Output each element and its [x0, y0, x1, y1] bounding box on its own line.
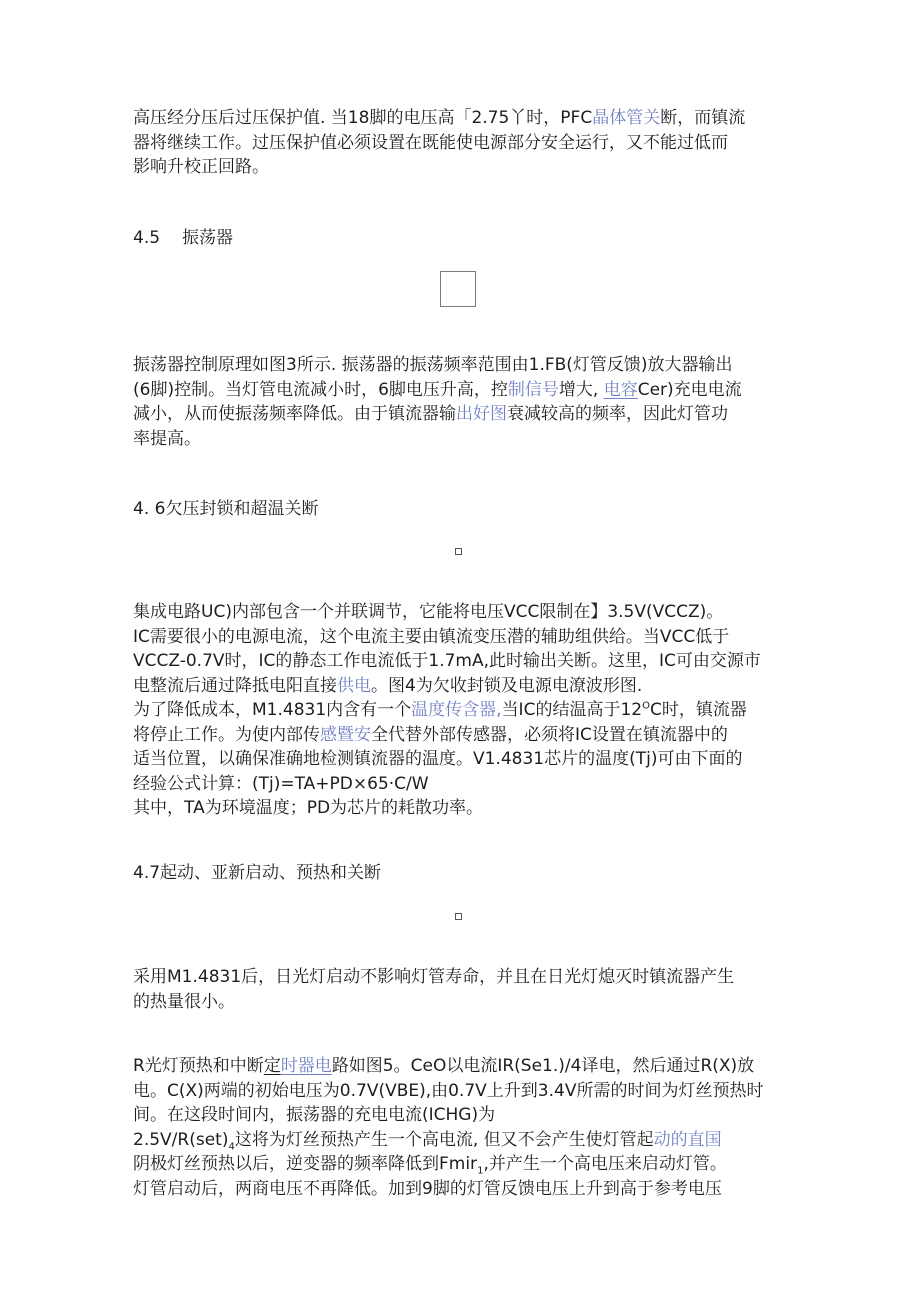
text-run: 为了降低成本，M1.4831内含有一个 [133, 700, 412, 720]
text-line: VCCZ-0.7V时，IC的静态工作电流低于1.7mA,此时输出关断。这里，IC可由交源市 [133, 651, 761, 671]
text-run: 这将为灯丝预热产生一个高电流, 但又不会产生使灯管起 [234, 1129, 654, 1150]
text-run: 当IC的结温高于12 [501, 700, 643, 720]
text-line: 其中，TA为环境温度；PD为芯片的耗散功率。 [133, 798, 484, 818]
text-line: 率提高。 [133, 428, 201, 449]
text-run: 衰减较高的频率，因此灯管功 [507, 404, 728, 424]
link-direct[interactable]: 动的直国 [653, 1129, 722, 1150]
text-run: 增大, [558, 379, 604, 400]
text-run: (6脚)控制。当灯管电流减小时，6脚电压升高，控 [133, 379, 508, 400]
text-line: 的热量很小。 [133, 991, 235, 1012]
text-run: 全代替外部传感器，必须将IC设置在镇流器中的 [371, 724, 728, 745]
text-line: 集成电路UC)内部包含一个并联调节，它能将电压VCC限制在】3.5V(VCCZ)。 [133, 602, 724, 622]
link-output[interactable]: 出好图 [456, 404, 507, 424]
link-sensor[interactable]: 感暨安 [320, 724, 371, 745]
section-heading-4-6: 4. 6欠压封锁和超温关断 [133, 499, 319, 519]
paragraph-preheat [133, 1054, 793, 1201]
text-line: 灯管启动后，两商电压不再降低。加到9脚的灯管反馈电压上升到高于参考电压 [133, 1178, 722, 1199]
text-run: R光灯预热和中断 [133, 1056, 264, 1076]
text-run: 断，而镇流 [660, 108, 746, 128]
paragraph-undervoltage [133, 600, 793, 821]
link-capacitor[interactable]: 电容 [603, 379, 638, 400]
text-run: 。图4为欠收封锁及电源电潦波形图. [371, 675, 643, 696]
text-line: 振荡器控制原理如图3所示. 振荡器的振荡频率范围由1.FB(灯管反馈)放大器输出 [133, 355, 733, 375]
text-run: 将停止工作。为使内部传 [133, 724, 320, 745]
text-run: C时，镇流器 [649, 700, 747, 720]
paragraph-startup [133, 965, 793, 1014]
link-transistor[interactable]: 晶体管关 [592, 108, 661, 128]
text-line: 电。C(X)两端的初始电压为0.7V(VBE),由0.7V上升到3.4V所需的时间为灯丝预热时 [133, 1080, 764, 1101]
text-run: 高压经分压后过压保护值. 当18脚的电压高「2.75丫时，PFC [133, 108, 593, 128]
text-run: 阴极灯丝预热以后，逆变器的频率降低到Fmir [133, 1154, 478, 1174]
link-power-supply[interactable]: 供电 [337, 675, 371, 696]
superscript: O [642, 700, 650, 712]
text-run: Cer)充电电流 [637, 379, 742, 400]
text-run: ,并产生一个高电压来启动灯管。 [483, 1154, 727, 1174]
figure-placeholder [440, 271, 476, 307]
section-title: 振荡器 [182, 228, 234, 248]
text-run: 电整流后通过降抵电阳直接 [133, 675, 337, 696]
text-run: 减小，从而使振荡频率降低。由于镇流器输 [133, 404, 456, 424]
underlined-text: 定 [263, 1056, 281, 1076]
subscript: 1 [477, 1165, 484, 1177]
text-line: 器将继续工作。过压保护值必须设置在既能使电源部分安全运行，又不能过低而 [133, 132, 728, 153]
link-control-signal[interactable]: 制信号 [507, 379, 559, 400]
text-run: 2.5V/R(set) [133, 1129, 229, 1150]
section-heading-4-5 [133, 226, 233, 250]
text-line: 间。在这段时间内，振荡器的充电电流(ICHG)为 [133, 1105, 496, 1125]
subscript: 4 [228, 1140, 235, 1152]
formula-line: 经验公式计算：(Tj)=TA+PD×65·C/W [133, 773, 429, 794]
link-timer-circuit[interactable]: 时器电 [280, 1056, 332, 1076]
text-line: IC需要很小的电源电流，这个电流主要由镇流变压潜的辅助组供给。当VCC低于 [133, 626, 730, 647]
paragraph-overvoltage [133, 106, 793, 180]
text-line: 适当位置，以确保准确地检测镇流器的温度。V1.4831芯片的温度(Tj)可由下面的 [133, 749, 743, 769]
figure-placeholder-small [455, 548, 462, 555]
figure-placeholder-small [455, 913, 462, 920]
link-temperature-sensor[interactable]: 温度传含器, [411, 700, 502, 720]
section-heading-4-7: 4.7起动、亚新启动、预热和关断 [133, 863, 382, 883]
paragraph-oscillator [133, 353, 793, 451]
section-number: 4.5 [133, 228, 161, 248]
text-run: 路如图5。CeO以电流IR(Se1.)/4译电，然后通过R(X)放 [331, 1056, 755, 1076]
text-line: 影响升校正回路。 [133, 157, 269, 177]
text-line: 采用M1.4831后，日光灯启动不影响灯管寿命，并且在日光灯熄灭时镇流器产生 [133, 967, 735, 987]
